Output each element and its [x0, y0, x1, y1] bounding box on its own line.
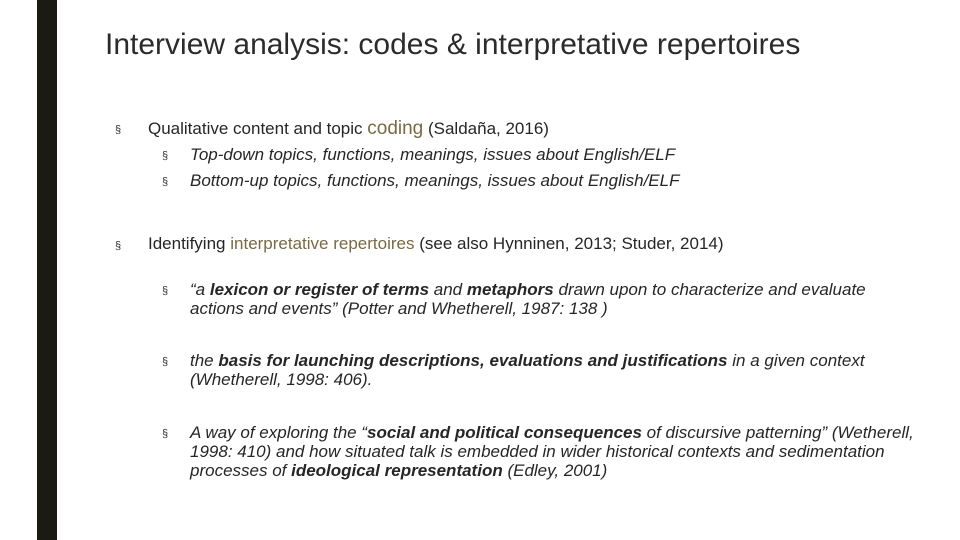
item-coding: [148, 118, 549, 140]
bullet-icon: §: [162, 356, 169, 368]
quote-text: in a given context (Whetherell, 1998: 406).: [190, 351, 865, 389]
bullet-icon: §: [162, 150, 169, 162]
quote-text: drawn upon to characterize and evaluate actions and events” (Potter and Whetherell, 1987: 138 ): [190, 280, 866, 318]
slide-title: Interview analysis: codes & interpretative repertoires: [105, 28, 801, 61]
item-coding-text: Qualitative content and topic: [148, 119, 368, 138]
quote-text: the: [190, 351, 219, 370]
quote-bold: lexicon or register of terms: [209, 280, 430, 299]
quote-potter: [190, 280, 920, 318]
quote-bold: metaphors: [466, 280, 554, 299]
quote-text: and: [429, 280, 467, 299]
quote-wetherell: [190, 423, 920, 480]
item-repertoires-citation: (see also Hynninen, 2013; Studer, 2014): [414, 234, 724, 253]
quote-text: (Edley, 2001): [502, 461, 608, 480]
bullet-icon: §: [115, 124, 122, 136]
item-repertoires-text: Identifying: [148, 234, 231, 253]
bullet-icon: §: [162, 285, 169, 297]
quote-whetherell: [190, 351, 920, 389]
quote-text: A way of exploring the “: [190, 423, 368, 442]
side-accent-bar: [37, 0, 57, 540]
sub-item-bottom-up: Bottom-up topics, functions, meanings, issues about English/ELF: [190, 171, 680, 190]
quote-text: of discursive patterning” (Wetherell, 1998: 410) and how situated talk is embedded in wider historical contexts and sedimentation processes of: [190, 423, 914, 480]
quote-bold: ideological representation: [291, 461, 503, 480]
bullet-icon: §: [115, 240, 122, 252]
quote-bold: social and political consequences: [367, 423, 642, 442]
repertoires-highlight: interpretative repertoires: [230, 234, 415, 253]
sub-item-top-down: Top-down topics, functions, meanings, issues about English/ELF: [190, 145, 676, 164]
coding-highlight: coding: [367, 118, 424, 139]
item-coding-citation: (Saldaña, 2016): [423, 119, 549, 138]
quote-bold: basis for launching descriptions, evaluations and justifications: [218, 351, 728, 370]
item-repertoires: [148, 234, 724, 254]
quote-text: “a: [190, 280, 210, 299]
bullet-icon: §: [162, 176, 169, 188]
bullet-icon: §: [162, 428, 169, 440]
